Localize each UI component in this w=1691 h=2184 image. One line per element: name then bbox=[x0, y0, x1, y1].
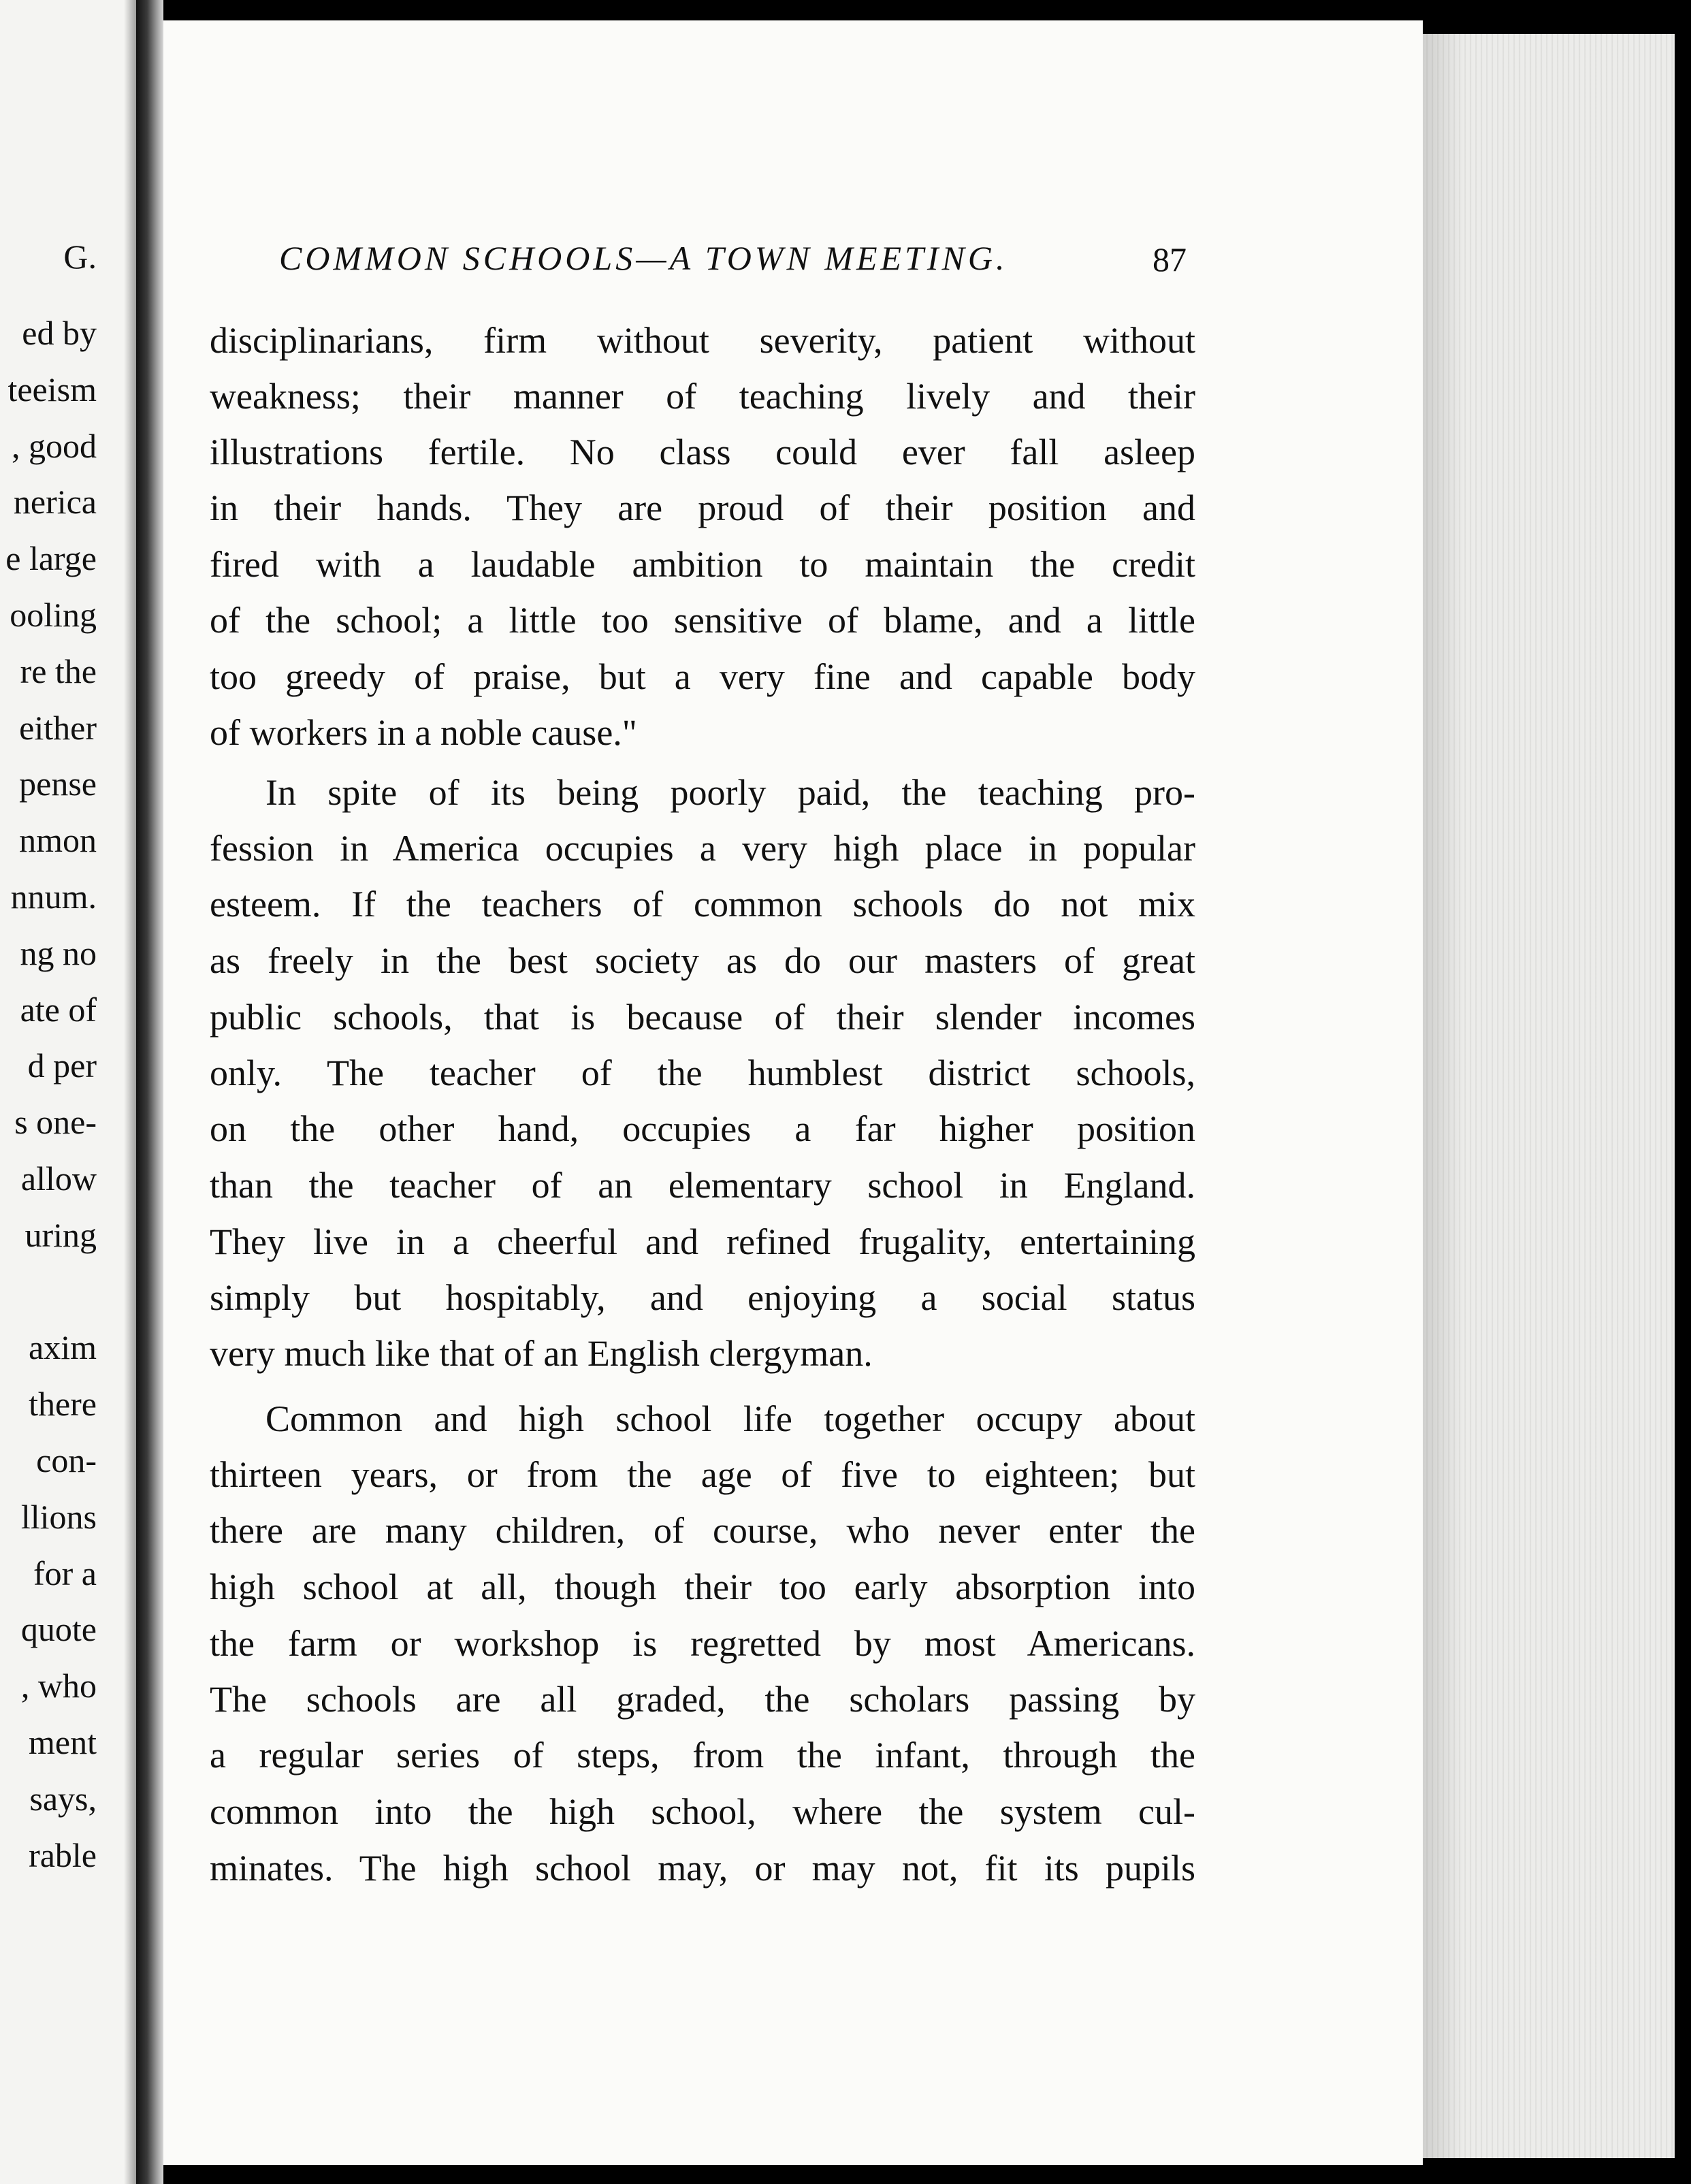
previous-page-line: ate of bbox=[20, 990, 97, 1029]
text-line: only. The teacher of the humblest district schools, bbox=[210, 1053, 1195, 1093]
previous-page-line: , good bbox=[12, 426, 97, 465]
previous-page-line: e large bbox=[5, 539, 97, 578]
text-line: fired with a laudable ambition to maintain the credit bbox=[210, 544, 1195, 585]
text-line: a regular series of steps, from the infant, through the bbox=[210, 1735, 1195, 1776]
text-line: simply but hospitably, and enjoying a social status bbox=[210, 1277, 1195, 1318]
text-line: fession in America occupies a very high place in popular bbox=[210, 828, 1195, 869]
text-line: They live in a cheerful and refined frugality, entertaining bbox=[210, 1221, 1195, 1262]
text-line: common into the high school, where the system cul- bbox=[210, 1791, 1195, 1832]
previous-page-line: allow bbox=[20, 1159, 97, 1198]
text-line: there are many children, of course, who never enter the bbox=[210, 1510, 1195, 1551]
previous-page-line: pense bbox=[19, 765, 97, 803]
previous-page-head-fragment: G. bbox=[63, 238, 97, 276]
previous-page-line: ment bbox=[29, 1723, 97, 1761]
previous-page-line: con- bbox=[36, 1441, 97, 1479]
previous-page-line: axim bbox=[29, 1328, 97, 1367]
page-number: 87 bbox=[1153, 240, 1187, 278]
previous-page-line: rable bbox=[29, 1835, 97, 1874]
previous-page-line: uring bbox=[25, 1215, 97, 1254]
text-line: minates. The high school may, or may not, fit its pupils bbox=[210, 1848, 1195, 1889]
previous-page-line: llions bbox=[20, 1497, 97, 1536]
previous-page-line: for a bbox=[33, 1554, 97, 1592]
page-stack-edge bbox=[1423, 34, 1675, 2158]
page-shadow bbox=[124, 0, 136, 2184]
text-line: the farm or workshop is regretted by most Americans. bbox=[210, 1623, 1195, 1664]
previous-page-line: re the bbox=[20, 652, 97, 690]
previous-page-line: nmon bbox=[19, 821, 97, 860]
previous-page-line: teeism bbox=[7, 370, 97, 408]
text-line: of workers in a noble cause." bbox=[210, 712, 637, 753]
previous-page-line: quote bbox=[20, 1610, 97, 1649]
text-line: public schools, that is because of their slender incomes bbox=[210, 997, 1195, 1038]
previous-page-line: , who bbox=[20, 1667, 97, 1705]
text-line: too greedy of praise, but a very fine and capable body bbox=[210, 656, 1195, 697]
previous-page-line: either bbox=[19, 708, 97, 747]
text-line: than the teacher of an elementary school in England. bbox=[210, 1165, 1195, 1206]
text-line: Common and high school life together occupy about bbox=[265, 1398, 1195, 1439]
previous-page-line: ed by bbox=[22, 314, 97, 352]
previous-page-line: there bbox=[29, 1385, 97, 1424]
previous-page-line: ng no bbox=[20, 933, 97, 972]
text-line: of the school; a little too sensitive of blame, and a little bbox=[210, 600, 1195, 641]
text-line: thirteen years, or from the age of five to eighteen; but bbox=[210, 1454, 1195, 1495]
text-line: high school at all, though their too early absorption into bbox=[210, 1567, 1195, 1607]
previous-page-line: says, bbox=[29, 1779, 97, 1818]
text-line: illustrations fertile. No class could ever fall asleep bbox=[210, 432, 1195, 472]
book-gutter bbox=[136, 0, 163, 2184]
text-line: as freely in the best society as do our masters of great bbox=[210, 940, 1195, 981]
text-line: very much like that of an English clergyman. bbox=[210, 1333, 873, 1374]
previous-page-line: s one- bbox=[14, 1103, 97, 1142]
previous-page-line: ooling bbox=[10, 596, 97, 634]
text-line: in their hands. They are proud of their position and bbox=[210, 487, 1195, 528]
text-line: weakness; their manner of teaching lively and their bbox=[210, 376, 1195, 417]
previous-page-line: nerica bbox=[13, 483, 97, 521]
text-line: In spite of its being poorly paid, the teaching pro- bbox=[265, 772, 1195, 813]
previous-page-line: nnum. bbox=[10, 878, 97, 916]
edge-shade bbox=[1423, 34, 1464, 2158]
text-line: disciplinarians, firm without severity, patient without bbox=[210, 320, 1195, 361]
previous-page-line: d per bbox=[27, 1046, 97, 1085]
text-line: The schools are all graded, the scholars passing by bbox=[210, 1679, 1195, 1720]
text-line: on the other hand, occupies a far higher position bbox=[210, 1108, 1195, 1149]
text-line: esteem. If the teachers of common schools do not mix bbox=[210, 884, 1195, 925]
running-head: COMMON SCHOOLS—A TOWN MEETING. bbox=[279, 239, 1008, 277]
previous-page-strip bbox=[0, 0, 136, 2184]
